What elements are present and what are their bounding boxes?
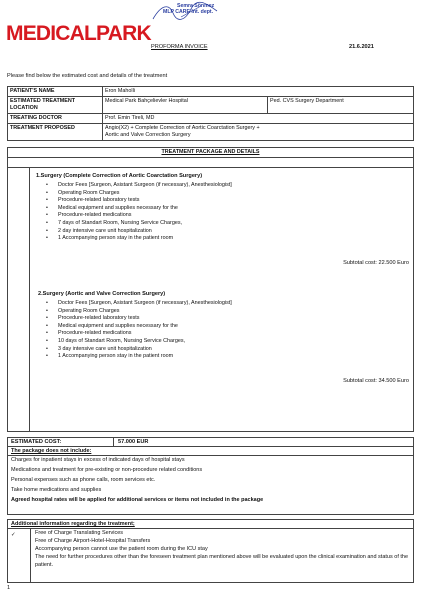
exclusions-title-text: The package does not include: <box>11 448 92 454</box>
list-item <box>44 315 232 323</box>
signature-stamp <box>155 3 215 15</box>
treatment-package-box <box>7 147 414 432</box>
bullet-icon: • <box>46 219 48 226</box>
treatment-label: TREATMENT PROPOSED <box>8 124 103 141</box>
department-value: Ped. CVS Surgery Department <box>268 97 414 114</box>
estimated-cost-value: 57.000 EUR <box>118 438 149 445</box>
additional-divider <box>30 528 31 582</box>
surgery1-subtotal: Subtotal cost: 22.500 Euro <box>343 260 409 266</box>
bullet-icon: • <box>46 315 48 322</box>
document-title: PROFORMA INVOICE <box>151 44 208 50</box>
exclusion-line: Personal expenses such as phone calls, room services etc. <box>11 477 156 483</box>
exclusion-line: Charges for inpatient stays in excess of indicated days of hospital stays <box>11 457 185 463</box>
list-item-text: 10 days of Standart Room, Nursing Service Charges, <box>58 337 186 344</box>
additional-line: Free of Charge Airport-Hotel-Hospital Transfers <box>35 538 151 544</box>
package-body <box>8 167 413 431</box>
list-item <box>44 300 232 308</box>
exclusion-line: Medications and treatment for pre-existing or non-procedure related conditions <box>11 467 203 473</box>
bullet-icon: • <box>46 235 48 242</box>
location-label: ESTIMATED TREATMENT LOCATION <box>8 97 103 114</box>
table-row <box>8 87 414 97</box>
list-item-text: 3 day intensive care unit hospitalization <box>58 345 152 352</box>
package-left-rule <box>29 167 30 431</box>
additional-lines <box>35 529 410 569</box>
surgery1-title: 1.Surgery (Complete Correction of Aortic Coarctation Surgery) <box>36 173 203 179</box>
list-item-text: Medical equipment and supplies necessary for the <box>58 204 178 211</box>
additional-line: The need for further procedures other than the foreseen treatment plan mentioned above will be evaluated upon the clinical examination and status of the patient. <box>35 554 409 568</box>
table-row <box>8 114 414 124</box>
list-item-text: Procedure-related medications <box>58 212 132 219</box>
list-item-text: 1 Accompanying person stay in the patient room <box>58 353 174 360</box>
bullet-icon: • <box>46 322 48 329</box>
checkmark-icon: ✓ <box>11 532 16 538</box>
surgery2-subtotal: Subtotal cost: 34.500 Euro <box>343 378 409 384</box>
table-row <box>8 124 414 141</box>
exclusion-line-rates: Agreed hospital rates will be applied for additional services or items not included in the package <box>11 497 264 503</box>
surgery2-title: 2.Surgery (Aortic and Valve Correction Surgery) <box>38 291 166 297</box>
bullet-icon: • <box>46 227 48 234</box>
list-item <box>44 308 232 316</box>
list-item-text: Medical equipment and supplies necessary for the <box>58 322 178 329</box>
package-title: TREATMENT PACKAGE AND DETAILS <box>8 148 413 158</box>
exclusions-box <box>7 446 414 515</box>
list-item <box>44 338 232 346</box>
patient-info-table <box>7 86 414 141</box>
bullet-icon: • <box>46 197 48 204</box>
exclusions-title <box>8 447 413 456</box>
page-number: 1 <box>7 585 11 591</box>
additional-info-box <box>7 519 414 583</box>
bullet-icon: • <box>46 300 48 306</box>
cost-divider <box>113 438 114 446</box>
list-item <box>44 323 232 331</box>
bullet-icon: • <box>46 212 48 219</box>
patient-name-label: PATIENT'S NAME <box>8 87 103 97</box>
list-item-text: Operating Room Charges <box>58 189 120 196</box>
list-item-text: Operating Room Charges <box>58 307 120 314</box>
estimated-cost-label: ESTIMATED COST: <box>11 438 62 445</box>
list-item <box>44 205 232 213</box>
table-row <box>8 97 414 114</box>
medicalpark-logo: MEDICALPARK <box>6 22 151 45</box>
list-item <box>44 235 232 243</box>
bullet-icon: • <box>46 189 48 196</box>
list-item <box>44 228 232 236</box>
list-item-text: Procedure-related laboratory tests <box>58 197 140 204</box>
list-item-text: Doctor Fees [Surgeon, Asistant Surgeon (if necessary), Anesthesiologist] <box>58 300 232 306</box>
bullet-icon: • <box>46 330 48 337</box>
list-item <box>44 197 232 205</box>
stamp-subtitle: MLP CARE Int. dept. <box>163 9 214 15</box>
bullet-icon: • <box>46 307 48 314</box>
list-item <box>44 330 232 338</box>
surgery2-items <box>44 300 232 361</box>
exclusion-line: Take home medications and supplies <box>11 487 102 493</box>
additional-line: Free of Charge Translating Services <box>35 530 124 536</box>
list-item <box>44 212 232 220</box>
bullet-icon: • <box>46 337 48 344</box>
doctor-label: TREATING DOCTOR <box>8 114 103 124</box>
bullet-icon: • <box>46 345 48 352</box>
document-date: 21.6.2021 <box>349 44 374 50</box>
treatment-value: Angio(X2) + Complete Correction of Aortic Coarctation Surgery + Aortic and Valve Correction Surgery <box>103 124 414 141</box>
list-item <box>44 346 232 354</box>
patient-name-value: Eron Maholli <box>103 87 414 97</box>
list-item <box>44 220 232 228</box>
list-item-text: 7 days of Standart Room, Nursing Service Charges, <box>58 219 183 226</box>
additional-line: Accompanying person cannot use the patient room during the ICU stay <box>35 546 208 552</box>
additional-info-title: Additional information regarding the treatment; <box>8 520 413 529</box>
list-item-text: Procedure-related medications <box>58 330 132 337</box>
list-item-text: Procedure-related laboratory tests <box>58 315 140 322</box>
list-item-text: 1 Accompanying person stay in the patient room <box>58 235 174 242</box>
surgery1-items <box>44 182 232 243</box>
bullet-icon: • <box>46 353 48 360</box>
location-value: Medical Park Bahçelievler Hospital <box>103 97 268 114</box>
stamp-name: Semra Sönmez <box>177 3 215 9</box>
list-item-text: Doctor Fees [Surgeon, Asistant Surgeon (if necessary), Anesthesiologist] <box>58 182 232 188</box>
list-item <box>44 190 232 198</box>
doctor-value: Prof. Emin Tireli, MD <box>103 114 414 124</box>
bullet-icon: • <box>46 182 48 188</box>
list-item <box>44 182 232 190</box>
list-item <box>44 353 232 361</box>
list-item-text: 2 day intensive care unit hospitalization <box>58 227 152 234</box>
bullet-icon: • <box>46 204 48 211</box>
intro-text: Please find below the estimated cost and details of the treatment <box>7 73 168 79</box>
